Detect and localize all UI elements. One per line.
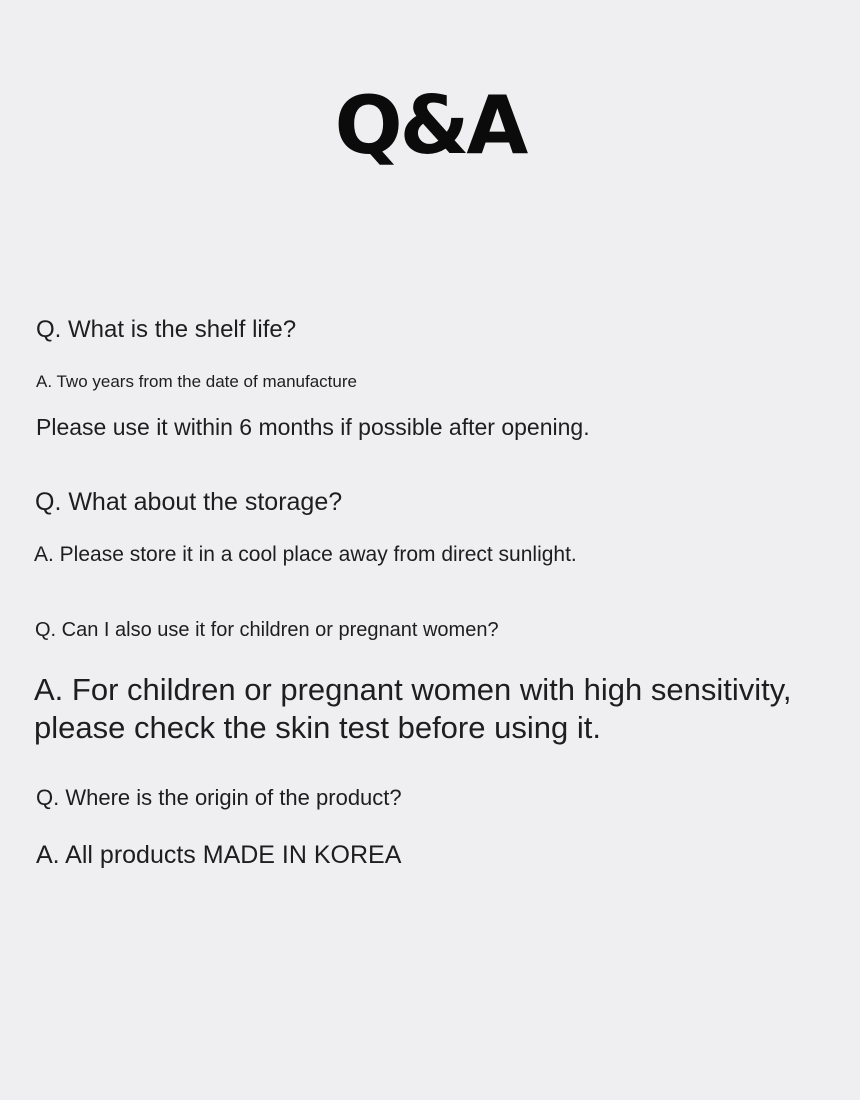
faq-question-shelf-life: Q. What is the shelf life? <box>36 316 297 343</box>
faq-question-storage: Q. What about the storage? <box>35 488 343 516</box>
faq-answer-origin: A. All products MADE IN KOREA <box>36 841 402 869</box>
faq-question-origin: Q. Where is the origin of the product? <box>36 785 402 810</box>
page-title: Q&A <box>334 79 526 172</box>
faq-question-children-pregnant: Q. Can I also use it for children or pregnant women? <box>35 619 499 641</box>
faq-answer-storage: A. Please store it in a cool place away from direct sunlight. <box>34 543 577 566</box>
faq-answer-shelf-life: A. Two years from the date of manufacture <box>36 372 357 391</box>
faq-answer-shelf-life-note: Please use it within 6 months if possible after opening. <box>36 414 590 440</box>
faq-answer-children-pregnant: A. For children or pregnant women with high sensitivity, please check the skin test before using it. <box>34 672 792 745</box>
